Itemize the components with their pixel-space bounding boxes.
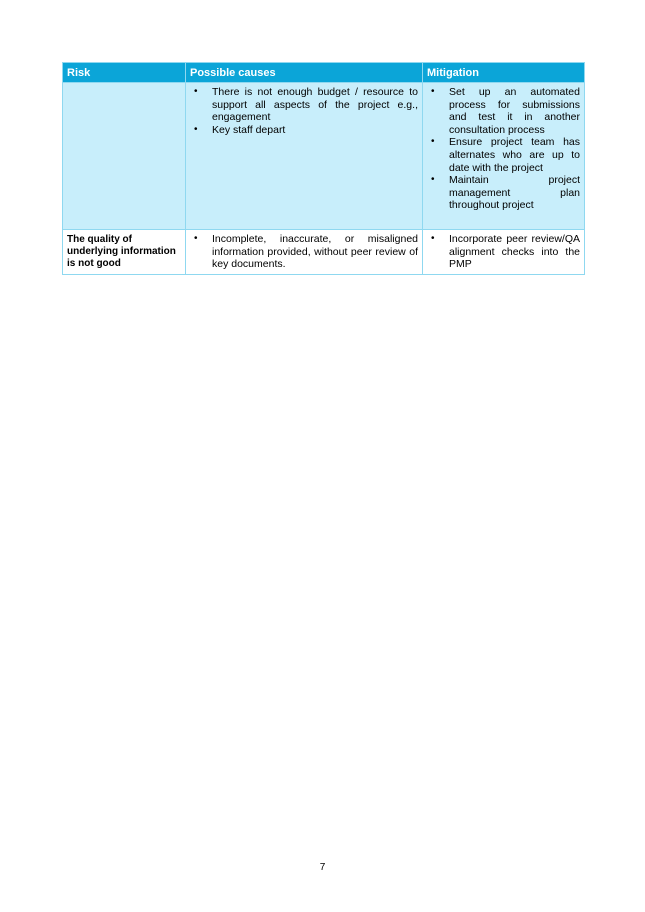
list-item [190, 86, 418, 124]
mitigation-cell [423, 83, 585, 230]
header-risk: Risk [63, 63, 186, 83]
table-row [63, 83, 585, 230]
list-item [427, 233, 580, 271]
list-item [427, 86, 580, 136]
cause-text: Key staff depart [212, 123, 286, 136]
causes-list [190, 233, 418, 271]
mitigation-text: Ensure project team has alternates who are up to date with the project [449, 136, 580, 174]
list-item [190, 233, 418, 271]
header-mitigation: Mitigation [423, 63, 585, 83]
bullet-icon: • [194, 233, 198, 244]
bullet-icon: • [431, 136, 435, 148]
risk-cell [63, 83, 186, 230]
bullet-icon: • [431, 174, 435, 186]
risk-table [62, 62, 585, 275]
table-header-row [63, 63, 585, 83]
mitigation-list [427, 233, 580, 271]
bullet-icon: • [431, 86, 435, 97]
page-number: 7 [319, 862, 326, 873]
mitigation-list [427, 86, 580, 212]
header-possible-causes: Possible causes [186, 63, 423, 83]
list-item [427, 174, 580, 212]
causes-list [190, 86, 418, 136]
risk-cell: The quality of underlying information is not good [63, 230, 186, 275]
bullet-icon: • [194, 123, 198, 135]
list-item [427, 136, 580, 174]
mitigation-text: Set up an automated process for submissions and test it in another consultation process [449, 86, 580, 136]
cause-text: There is not enough budget / resource to support all aspects of the project e.g., engagement [212, 86, 418, 124]
table-row [63, 230, 585, 275]
bullet-icon: • [431, 233, 435, 244]
cause-text: Incomplete, inaccurate, or misaligned information provided, without peer review of key documents. [212, 233, 418, 271]
mitigation-text: Maintain project management plan throughout project [449, 174, 580, 212]
mitigation-text: Incorporate peer review/QA alignment checks into the PMP [449, 233, 580, 271]
bullet-icon: • [194, 86, 198, 97]
list-item [190, 124, 418, 137]
causes-cell [186, 83, 423, 230]
causes-cell [186, 230, 423, 275]
mitigation-cell [423, 230, 585, 275]
